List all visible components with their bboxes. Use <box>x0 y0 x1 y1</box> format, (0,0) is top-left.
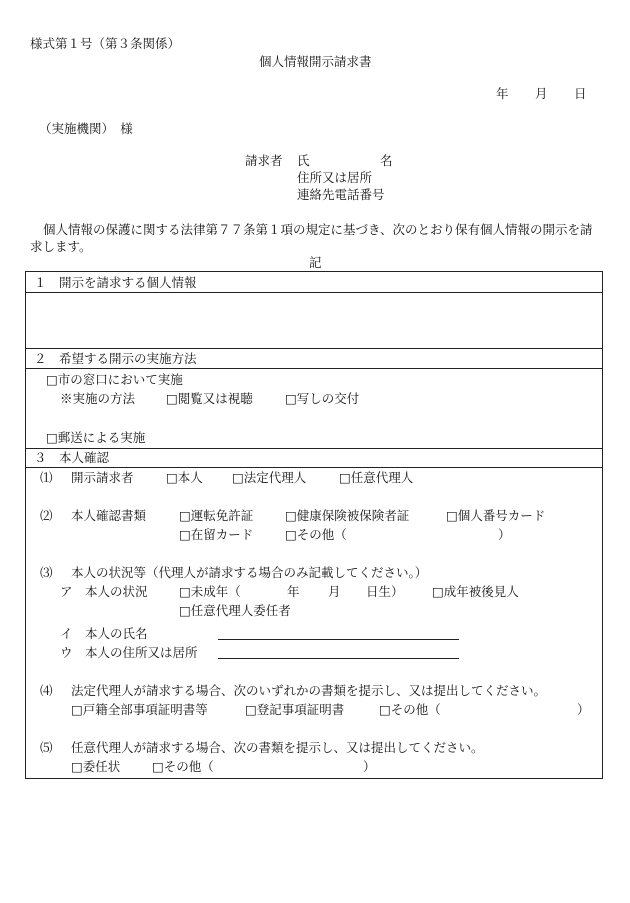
request-form-table <box>25 271 603 779</box>
requester-address: 住所又は居所 <box>297 170 373 185</box>
form-number: 様式第１号（第３条関係） <box>30 36 181 51</box>
checkbox-license[interactable]: □運転免許証 <box>179 508 254 523</box>
method-label: ※実施の方法 <box>60 391 136 406</box>
minor-month: 月 <box>328 584 341 599</box>
divider <box>26 467 602 468</box>
q1-label: 開示請求者 <box>71 470 134 485</box>
q5-other-close: ） <box>363 759 376 774</box>
page-title: 個人情報開示請求書 <box>259 54 372 69</box>
checkbox-mail[interactable]: □郵送による実施 <box>46 430 146 445</box>
divider <box>26 368 602 369</box>
checkbox-minor[interactable]: □未成年（ <box>179 584 241 599</box>
checkbox-voluntary-principal[interactable]: □任意代理人委任者 <box>179 603 291 618</box>
q5-number: ⑸ <box>40 740 53 755</box>
q4-label: 法定代理人が請求する場合、次のいずれかの書類を提示し、又は提出してください。 <box>71 683 547 698</box>
ki-label: 記 <box>309 255 322 270</box>
checkbox-copy[interactable]: □写しの交付 <box>285 391 360 406</box>
checkbox-koseki[interactable]: □戸籍全部事項証明書等 <box>71 702 208 717</box>
checkbox-mynumber[interactable]: □個人番号カード <box>446 508 546 523</box>
requester-name-1: 氏 <box>297 153 310 168</box>
q3-number: ⑶ <box>40 565 53 580</box>
checkbox-proxy[interactable]: □委任状 <box>71 759 121 774</box>
q2-other-close: ） <box>498 527 511 542</box>
q5-label: 任意代理人が請求する場合、次の書類を提示し、又は提出してください。 <box>71 740 484 755</box>
minor-born: 日生） <box>366 584 404 599</box>
section1-title: １ 開示を請求する個人情報 <box>34 275 197 290</box>
divider <box>26 348 602 349</box>
q4-number: ⑷ <box>40 683 53 698</box>
requester-label: 請求者 <box>245 153 283 168</box>
principal-address-line[interactable] <box>218 658 459 659</box>
personal-info-field[interactable] <box>26 293 602 348</box>
q3-a-label: ア 本人の状況 <box>60 584 148 599</box>
date-day: 日 <box>574 86 587 101</box>
date-month: 月 <box>535 86 548 101</box>
checkbox-adult-ward[interactable]: □成年被後見人 <box>432 584 519 599</box>
q2-label: 本人確認書類 <box>71 508 147 523</box>
q4-other-close: ） <box>577 702 590 717</box>
principal-name-line[interactable] <box>218 639 459 640</box>
divider <box>26 448 602 449</box>
q3-i-label: イ 本人の氏名 <box>60 626 148 641</box>
addressee: （実施機関） 様 <box>39 121 133 136</box>
requester-phone: 連絡先電話番号 <box>297 187 385 202</box>
checkbox-view[interactable]: □閲覧又は視聴 <box>166 391 253 406</box>
checkbox-legal-rep[interactable]: □法定代理人 <box>232 470 307 485</box>
checkbox-self[interactable]: □本人 <box>166 470 203 485</box>
q2-number: ⑵ <box>40 508 53 523</box>
intro-paragraph: 個人情報の保護に関する法律第７７条第１項の規定に基づき、次のとおり保有個人情報の開示を請求します。 <box>30 222 593 254</box>
checkbox-other-id[interactable]: □その他（ <box>285 527 347 542</box>
requester-name-2: 名 <box>380 153 393 168</box>
checkbox-residence-card[interactable]: □在留カード <box>179 527 254 542</box>
checkbox-window[interactable]: □市の窓口において実施 <box>46 372 183 387</box>
checkbox-insurance[interactable]: □健康保険被保険者証 <box>285 508 410 523</box>
q3-u-label: ウ 本人の住所又は居所 <box>60 645 198 660</box>
checkbox-other-doc[interactable]: □その他（ <box>379 702 441 717</box>
checkbox-registry[interactable]: □登記事項証明書 <box>245 702 345 717</box>
checkbox-other-proxy-doc[interactable]: □その他（ <box>152 759 214 774</box>
section3-title: ３ 本人確認 <box>34 450 110 465</box>
minor-year: 年 <box>287 584 300 599</box>
checkbox-voluntary-rep[interactable]: □任意代理人 <box>339 470 414 485</box>
q1-number: ⑴ <box>40 470 53 485</box>
q3-label: 本人の状況等（代理人が請求する場合のみ記載してください。） <box>71 565 428 580</box>
date-year: 年 <box>496 86 509 101</box>
section2-title: ２ 希望する開示の実施方法 <box>34 351 197 366</box>
